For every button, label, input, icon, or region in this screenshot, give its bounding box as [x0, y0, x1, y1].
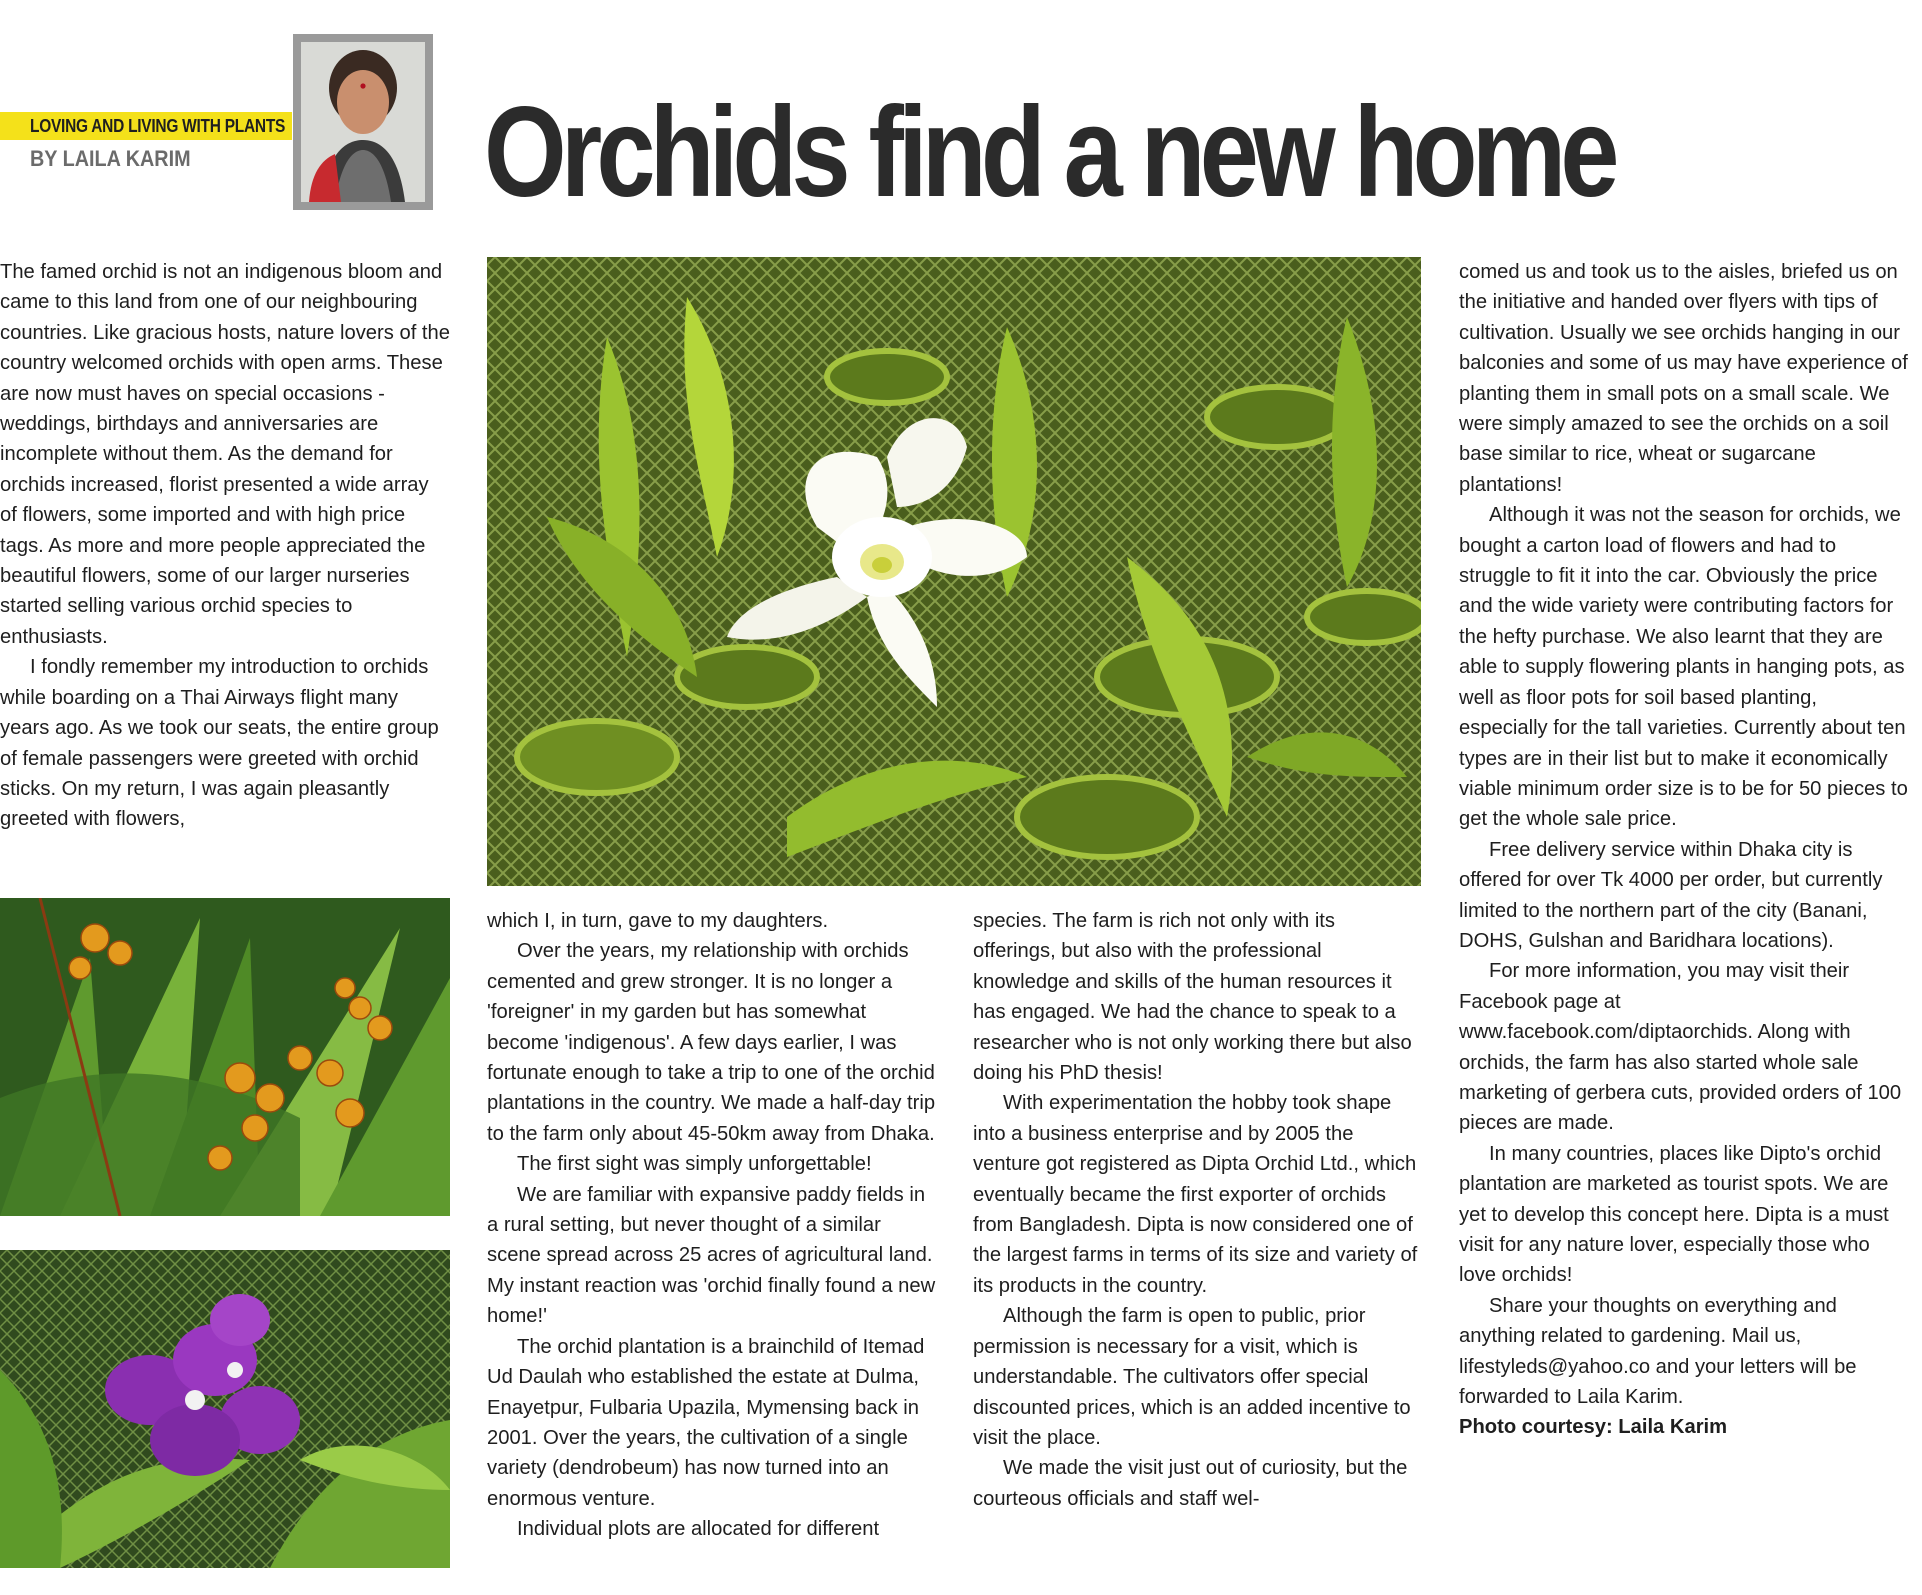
paragraph: Individual plots are allocated for different — [517, 1518, 880, 1541]
paragraph: species. The farm is rich not only with its offerings, but also with the professional knowledge and skills of the human resources it has engaged. We had the chance to speak to a researcher who is not only working there but also doing his PhD thesis! — [973, 910, 1412, 1085]
paragraph: which I, in turn, gave to my daughters. — [487, 910, 829, 932]
white-orchid-in-pots-photo — [487, 257, 1421, 886]
column-kicker: LOVING AND LIVING WITH PLANTS — [30, 116, 286, 136]
paragraph: Free delivery service within Dhaka city is offered for over Tk 4000 per order, but currently limited to the northern part of the city (Banani, DOHS, Gulshan and Baridhara locations). — [1459, 838, 1883, 952]
paragraph: The famed orchid is not an indigenous bloom and came to this land from one of our neighbouring countries. Like gracious hosts, nature lovers of the country welcomed orchids with open arms. These are now must haves on special occasions - weddings, birthdays and anniversaries are incomplete without them. As the demand for orchids increased, florist presented a wide array of flowers, some imported and with high price tags. As more and more people appreciated the beautiful flowers, some of our larger nurseries started selling various orchid species to enthusiasts. — [0, 261, 450, 648]
paragraph: For more information, you may visit their Facebook page at www.facebook.com/diptaorchids. Along with orchids, the farm has also started whole sale marketing of gerbera cuts, provided orders of 100 pieces are made. — [1459, 960, 1902, 1135]
paragraph: In many countries, places like Dipto's orchid plantation are marketed as tourist spots. We are yet to develop this concept here. Dipta is a must visit for any nature lover, especially those who love orchids! — [1459, 1142, 1889, 1287]
paragraph: We made the visit just out of curiosity, but the courteous officials and staff wel- — [973, 1457, 1408, 1510]
paragraph: I fondly remember my introduction to orchids while boarding on a Thai Airways flight many years ago. As we took our seats, the entire group of female passengers were greeted with orchid sticks. On my return, I was again pleasantly greeted with flowers, — [0, 656, 439, 831]
orange-orchids-photo — [0, 898, 450, 1216]
paragraph: With experimentation the hobby took shape into a business enterprise and by 2005 the venture got registered as Dipta Orchid Ltd., which eventually became the first exporter of orchids from Bangladesh. Dipta is now considered one of the largest farms in terms of its size and variety of its products in the country. — [973, 1092, 1418, 1297]
paragraph: comed us and took us to the aisles, briefed us on the initiative and handed over flyers with tips of cultivation. Usually we see orchids hanging in our balconies and some of us may have experience of planting them in small pots on a small scale. We were simply amazed to see the orchids on a soil base similar to rice, wheat or sugarcane plantations! — [1459, 261, 1908, 496]
headline: Orchids find a new home — [484, 81, 1614, 224]
paragraph: We are familiar with expansive paddy fields in a rural setting, but never thought of a similar scene spread across 25 acres of agricultural land. My instant reaction was 'orchid finally found a new home!' — [487, 1183, 936, 1328]
author-portrait — [293, 34, 433, 210]
purple-orchid-photo — [0, 1250, 450, 1568]
body-column-2 — [487, 906, 937, 1545]
body-column-1 — [0, 257, 450, 835]
paragraph: Although the farm is open to public, prior permission is necessary for a visit, which is understandable. The cultivators offer special discounted prices, which is an added incentive to visit the place. — [973, 1305, 1411, 1449]
paragraph: Over the years, my relationship with orchids cemented and grew stronger. It is no longer a 'foreigner' in my garden but has somewhat become 'indigenous'. A few days earlier, I was fortunate enough to take a trip to one of the orchid plantations in the country. We made a half-day trip to the farm only about 45-50km away from Dhaka. — [487, 940, 936, 1145]
body-column-3 — [973, 906, 1423, 1514]
paragraph: Although it was not the season for orchids, we bought a carton load of flowers and had to struggle to fit it into the car. Obviously the price and the wide variety were contributing factors for the hefty purchase. We also learnt that they are able to supply flowering plants in hanging pots, as well as floor pots for soil based planting, especially for the tall varieties. Currently about ten types are in their list but to make it economically viable minimum order size is to be for 50 pieces to get the whole sale price. — [1459, 504, 1908, 831]
paragraph: Share your thoughts on everything and anything related to gardening. Mail us, lifestyleds@yahoo.co and your letters will be forwarded to Laila Karim. — [1459, 1294, 1857, 1409]
photo-credit: Photo courtesy: Laila Karim — [1459, 1416, 1728, 1439]
paragraph: The first sight was simply unforgettable! — [517, 1153, 872, 1176]
paragraph: The orchid plantation is a brainchild of Itemad Ud Daulah who established the estate at Dulma, Enayetpur, Fulbaria Upazila, Mymensing back in 2001. Over the years, the cultivation of a single variety (dendrobeum) has now turned into an enormous venture. — [487, 1335, 925, 1510]
body-column-4 — [1459, 257, 1909, 1443]
byline: BY LAILA KARIM — [30, 146, 191, 171]
